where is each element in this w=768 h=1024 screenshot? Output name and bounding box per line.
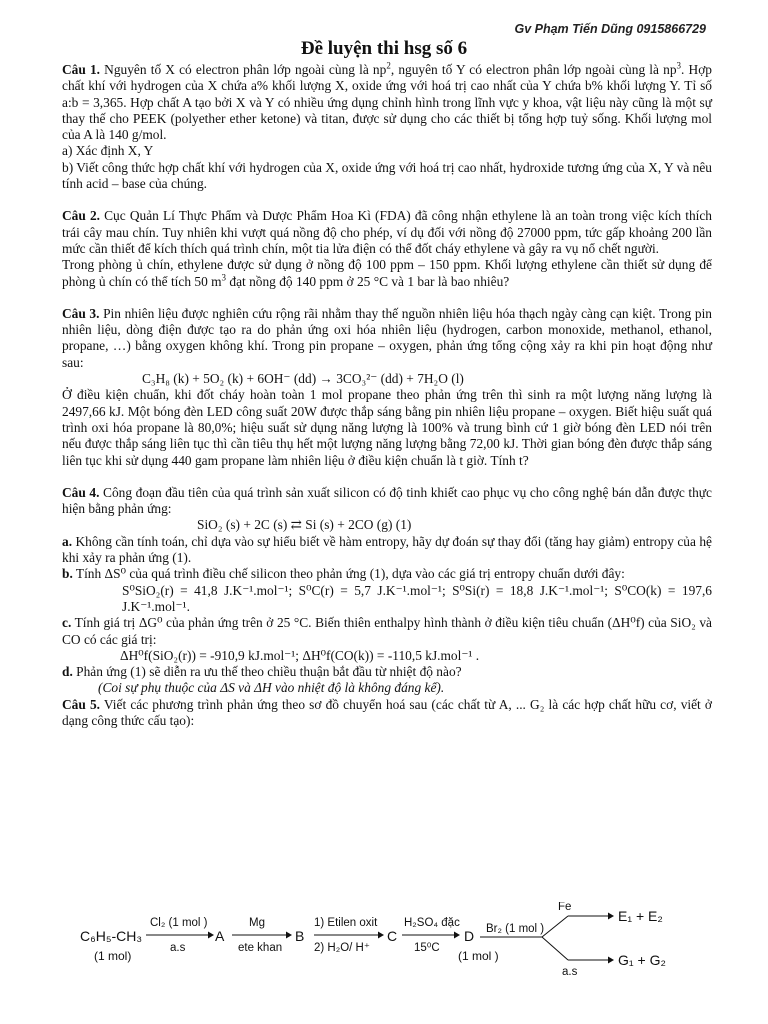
step3-reagent: 1) Etilen oxit xyxy=(314,917,378,929)
products-g: G₁ + G₂ xyxy=(618,952,666,968)
compound-c: C xyxy=(387,928,398,944)
q4-text: Câu 4. Công đoạn đầu tiên của quá trình sản xuất silicon có độ tinh khiết cao phục vụ cho công nghệ bán dẫn được thực hiện bằng phản ứng: xyxy=(62,484,712,517)
start-amount: (1 mol) xyxy=(94,949,132,963)
questions xyxy=(62,62,712,729)
upper-arrowhead xyxy=(608,913,614,920)
q1-part-b: b) Viết công thức hợp chất khí với hydrogen của X, oxide ứng với hoá trị cao nhất, hydroxide tương ứng của X, Y và nêu tính acid – base của chúng. xyxy=(62,159,712,192)
reaction-scheme-diagram xyxy=(62,902,712,992)
branch-lower xyxy=(542,937,568,960)
page-title: Đề luyện thi hsg số 6 xyxy=(300,38,468,59)
lower-arrowhead xyxy=(608,957,614,964)
q4-label: Câu 4. xyxy=(62,484,100,500)
light-condition: a.s xyxy=(562,966,578,978)
step4-arrowhead xyxy=(454,932,460,939)
q4-part-c: c. Tính giá trị ΔG⁰ của phản ứng trên ở 25 °C. Biến thiên enthalpy hình thành ở điều kiện tiêu chuẩn (ΔH⁰f) của SiO₂ và CO có các giá trị: xyxy=(62,615,712,647)
step1-arrowhead xyxy=(208,932,214,939)
q3-text: Câu 3. Pin nhiên liệu được nghiên cứu rộng rãi nhằm thay thế nguồn nhiên liệu hóa thạch ngày càng cạn kiệt. Trong pin nhiên liệu, dòng điện được tạo ra do phản ứng oxi hóa nhiên liệu (hydrogen, carbon monoxide, methanol, ethanol, propane, …) bằng oxygen không khí. Trong pin propane – oxygen, phản ứng tổng cộng xảy ra khi pin hoạt động như sau: xyxy=(62,305,712,370)
q2-question: Trong phòng ủ chín, ethylene được sử dụng ở nồng độ 100 ppm – 150 ppm. Khối lượng ethylene cần thiết sử dụng để phòng ủ chín có thể tích 50 $m^3$ đạt nồng độ 140 ppm ở 25 °C và 1 bar là bao nhiêu? xyxy=(62,257,712,289)
q1-label: Câu 1. xyxy=(62,62,101,77)
q4-part-a: a. Không cần tính toán, chỉ dựa vào sự hiểu biết về hàm entropy, hãy dự đoán sự thay đổi (tăng hay giảm) entropy của hệ khi xảy ra phản ứng (1). xyxy=(62,533,712,566)
step3-condition: 2) H₂O/ H⁺ xyxy=(314,942,370,954)
step4-condition: 15⁰C xyxy=(414,942,440,954)
reaction-scheme xyxy=(62,902,712,992)
step1-condition: a.s xyxy=(170,942,186,954)
step2-condition: ete khan xyxy=(238,942,283,954)
compound-b: B xyxy=(295,928,305,944)
q4-enthalpy-values: ΔH⁰f(SiO₂(r)) = -910,9 kJ.mol⁻¹; ΔH⁰f(CO(k)) = -110,5 kJ.mol⁻¹ . xyxy=(120,647,480,663)
step4-reagent: H₂SO₄ đặc xyxy=(404,917,460,929)
q4-entropy-values: S⁰SiO₂(r) = 41,8 J.K⁻¹.mol⁻¹; S⁰C(r) = 5,7 J.K⁻¹.mol⁻¹; S⁰Si(r) = 18,8 J.K⁻¹.mol⁻¹; S⁰CO(k) = 197,6 J.K⁻¹.mol⁻¹. xyxy=(122,582,712,614)
q4-note: (Coi sự phụ thuộc của ΔS và ΔH vào nhiệt độ là không đáng kể). xyxy=(98,680,445,696)
q1-text: Câu 1. Nguyên tố X có electron phân lớp ngoài cùng là $np^2$, nguyên tố Y có electron phân lớp ngoài cùng là $np^3$. Hợp chất khí với hydrogen của X chứa a% khối lượng X, oxide ứng với hoá trị cao nhất của Y chứa b% khối lượng Y. Tỉ số a:b = 3,365. Hợp chất A tạo bởi X và Y có nhiều ứng dụng chỉnh hình trong lĩnh vực y khoa, vật liệu này cũng là một sự thay thế cho PEEK (polyether ether ketone) và titan, được sử dụng cho các thiết bị tổng hợp tuỷ sống. Khối lượng mol của A là 140 g/mol. xyxy=(62,60,712,143)
q3-question: Ở điều kiện chuẩn, khi đốt cháy hoàn toàn 1 mol propane theo phản ứng trên thì sinh ra một lượng năng lượng là 2497,66 kJ. Một bóng đèn LED công suất 20W được thắp sáng bằng pin nhiên liệu propane – oxygen. Biết hiệu suất quá trình oxi hóa propane là 80,0%; hiệu suất sử dụng năng lượng là 100% và trung bình cứ 1 giờ bóng đèn LED nói trên nếu được thắp sáng liên tục thì cần tiêu thụ hết một lượng năng lượng bằng 72,00 kJ. Thời gian bóng đèn được thắp sáng liên tục khi sử dụng 440 gam propane làm nhiên liệu ở điều kiện chuẩn là t giờ. Tính t? xyxy=(62,387,712,468)
q5-label: Câu 5. xyxy=(62,696,101,712)
step2-arrowhead xyxy=(286,932,292,939)
q3-label: Câu 3. xyxy=(62,305,100,321)
step2-reagent: Mg xyxy=(249,917,265,929)
q3-equation: C₃H₈ (k) + 5O₂ (k) + 6OH⁻ (dd) → 3CO₃²⁻ (dd) + 7H₂O (l) xyxy=(142,371,464,387)
step5-reagent: Br₂ (1 mol ) xyxy=(486,923,545,935)
start-compound: C₆H₅-CH₃ xyxy=(80,928,143,944)
step1-reagent: Cl₂ (1 mol ) xyxy=(150,917,208,929)
compound-a: A xyxy=(215,928,225,944)
compound-d: D xyxy=(464,928,475,944)
fe-catalyst: Fe xyxy=(558,902,572,913)
teacher-header: Gv Phạm Tiến Dũng 0915866729 xyxy=(514,22,706,36)
q4-part-b: b. Tính ΔS⁰ của quá trình điều chế silicon theo phản ứng (1), dựa vào các giá trị entropy chuẩn dưới đây: xyxy=(62,566,625,582)
q4-equation: SiO₂ (s) + 2C (s) ⇄ Si (s) + 2CO (g) (1) xyxy=(197,517,412,533)
q2-label: Câu 2. xyxy=(62,208,100,224)
step3-arrowhead xyxy=(378,932,384,939)
compound-d-amount: (1 mol ) xyxy=(458,949,499,963)
q5-text: Câu 5. Viết các phương trình phản ứng theo sơ đồ chuyển hoá sau (các chất từ A, ... G₂ là các hợp chất hữu cơ, viết ở dạng công thức cấu tạo): xyxy=(62,696,712,728)
q2-text: Câu 2. Cục Quản Lí Thực Phẩm và Dược Phẩm Hoa Kì (FDA) đã công nhận ethylene là an toàn trong việc kích thích trái cây mau chín. Tuy nhiên khi vượt quá nồng độ cho phép, ví dụ đối với nồng độ 27000 ppm, tức gấp khoảng 200 lần mức cần thiết để kích thích quá trình chín, một tia lửa điện có thể đốt cháy ethylene và gây ra vụ nổ chết người. xyxy=(62,208,712,256)
products-e: E₁ + E₂ xyxy=(618,908,663,924)
q4-part-d: d. Phản ứng (1) sẽ diễn ra ưu thế theo chiều thuận bắt đầu từ nhiệt độ nào? xyxy=(62,664,462,680)
q1-part-a: a) Xác định X, Y xyxy=(62,143,154,159)
branch-upper xyxy=(542,916,568,937)
